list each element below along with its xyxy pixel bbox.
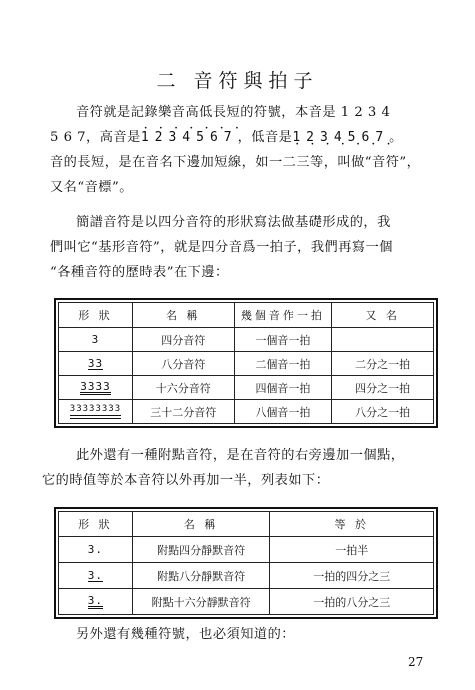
note-equal: 一拍的四分之三 — [270, 563, 434, 589]
dotted-note-table — [58, 511, 434, 615]
table-header-row — [59, 512, 434, 537]
para-text: 5 6 7，高音是 — [50, 130, 141, 145]
para-text: 。 — [389, 130, 403, 145]
note-shape-text: 3. — [87, 569, 104, 582]
note-shape-text: 3. — [87, 594, 104, 607]
note-name: 四分音符 — [132, 328, 234, 352]
note-shape-text: 3. — [87, 543, 104, 556]
note-shape-text: 3333 — [80, 380, 111, 393]
paragraph-notes — [50, 100, 445, 200]
para-line: 另外還有幾種符號，也必須知道的： — [76, 627, 295, 642]
section-title: 二 音符與拍子 — [156, 70, 319, 92]
note-shape-text: 33333333 — [70, 404, 121, 419]
para-line: “各種音符的歷時表”在下邊： — [50, 265, 229, 280]
note-name: 十六分音符 — [132, 376, 234, 400]
high-notes: • • • 1234567 — [141, 125, 238, 150]
note-beat: 八個音一拍 — [234, 400, 332, 424]
note-shape — [59, 328, 133, 352]
note-shape — [59, 376, 133, 400]
duration-table — [58, 302, 434, 424]
note-shape-text: 3 — [91, 333, 100, 346]
note-equal: 一拍半 — [270, 537, 434, 563]
note-shape — [59, 589, 133, 615]
para-line: 又名“音標”。 — [50, 180, 133, 195]
table-header: 名 稱 — [132, 303, 234, 328]
table-header: 等 於 — [270, 512, 434, 537]
para-line: 此外還有一種附點音符，是在音符的右旁邊加一個點， — [76, 448, 405, 463]
note-name: 附點四分靜默音符 — [132, 537, 270, 563]
paragraph-dotted-notes — [42, 443, 445, 493]
table-row — [59, 589, 434, 615]
table-row — [59, 352, 434, 376]
table-row — [59, 376, 434, 400]
table-header: 形 狀 — [59, 303, 133, 328]
note-shape — [59, 400, 133, 424]
note-name: 附點十六分靜默音符 — [132, 589, 270, 615]
note-equal: 一拍的八分之三 — [270, 589, 434, 615]
note-name: 附點八分靜默音符 — [132, 563, 270, 589]
note-shape — [59, 537, 133, 563]
page-number: 27 — [408, 655, 424, 669]
table-row — [59, 400, 434, 424]
table-row — [59, 563, 434, 589]
table-header: 又 名 — [332, 303, 434, 328]
note-shape-text: 33 — [87, 357, 104, 370]
note-name: 三十二分音符 — [132, 400, 234, 424]
paragraph-other-symbols — [50, 622, 445, 647]
note-beat: 四個音一拍 — [234, 376, 332, 400]
note-shape — [59, 352, 133, 376]
table-row — [59, 537, 434, 563]
note-alias: 二分之一拍 — [332, 352, 434, 376]
para-line: 簡譜音符是以四分音符的形狀寫法做基礎形成的，我 — [76, 215, 391, 230]
para-line: 們叫它“基形音符”，就是四分音爲一拍子，我們再寫一個 — [50, 240, 393, 255]
para-line: 音符就是記錄樂音高低長短的符號，本音是 1 2 3 4 — [76, 105, 391, 120]
table-header: 名 稱 — [132, 512, 270, 537]
low-notes: 1234567 • • • — [292, 125, 389, 150]
table-header: 幾個音作一拍 — [234, 303, 332, 328]
para-line — [50, 125, 445, 150]
note-beat: 一個音一拍 — [234, 328, 332, 352]
note-alias: 八分之一拍 — [332, 400, 434, 424]
table-header-row — [59, 303, 434, 328]
para-line: 音的長短，是在音名下邊加短線，如一二三等，叫做“音符”， — [50, 155, 421, 170]
note-beat: 二個音一拍 — [234, 352, 332, 376]
note-shape — [59, 563, 133, 589]
table-row — [59, 328, 434, 352]
para-line: 它的時值等於本音符以外再加一半，列表如下： — [42, 473, 330, 488]
paragraph-basic-notes — [50, 210, 445, 285]
note-name: 八分音符 — [132, 352, 234, 376]
para-text: ，低音是 — [237, 130, 293, 145]
note-alias — [332, 328, 434, 352]
table-header: 形 狀 — [59, 512, 133, 537]
note-alias: 四分之一拍 — [332, 376, 434, 400]
